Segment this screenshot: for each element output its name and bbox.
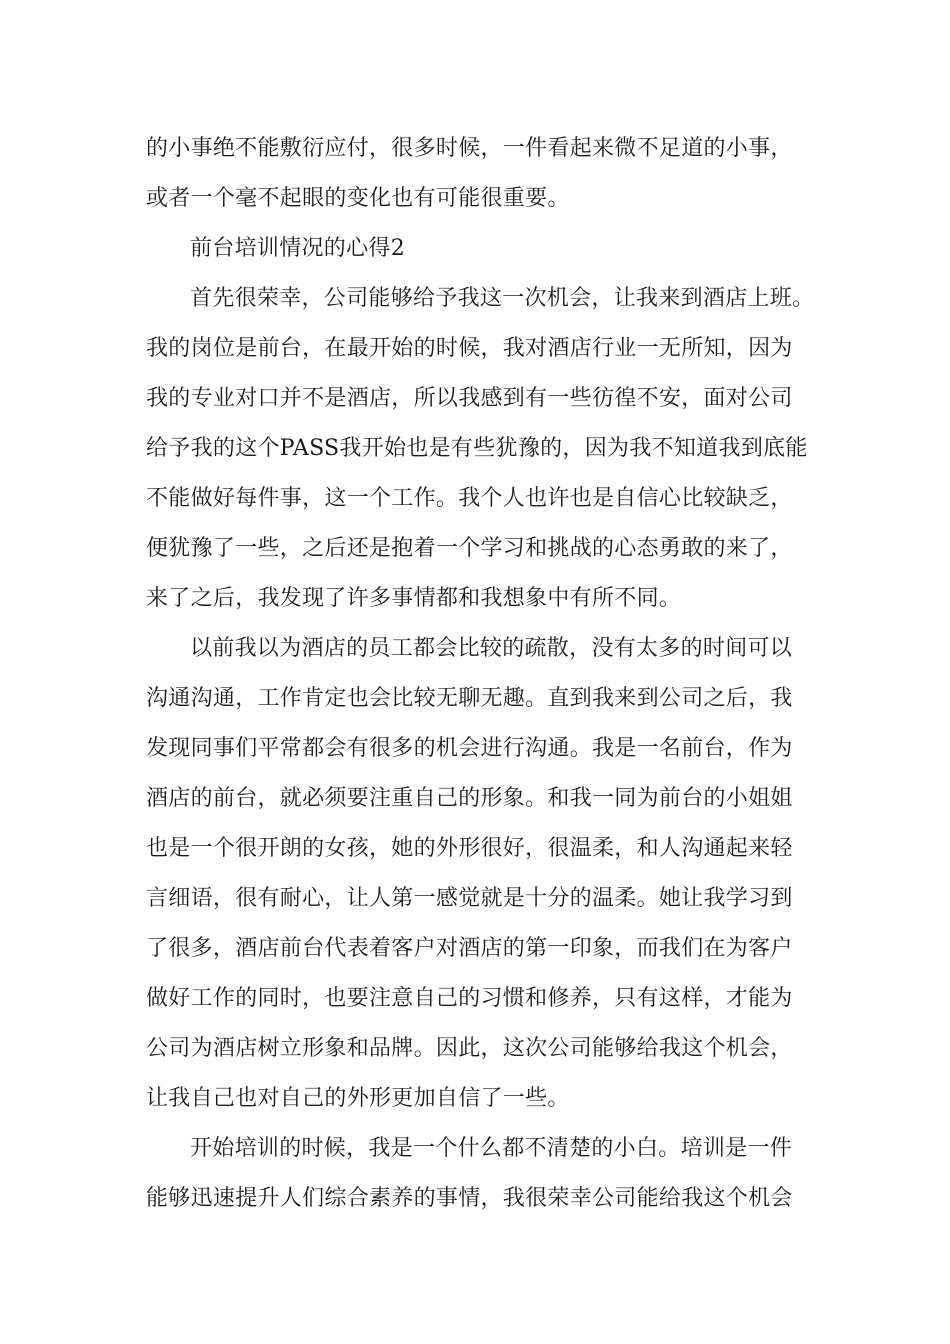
text-line: 做好工作的同时，也要注意自己的习惯和修养，只有这样，才能为 — [146, 986, 793, 1011]
text-line: 来了之后，我发现了许多事情都和我想象中有所不同。 — [146, 586, 682, 611]
text-line: 开始培训的时候，我是一个什么都不清楚的小白。培训是一件 — [190, 1136, 793, 1161]
text-line: 言细语，很有耐心，让人第一感觉就是十分的温柔。她让我学习到 — [146, 886, 793, 911]
text-line: 沟通沟通，工作肯定也会比较无聊无趣。直到我来到公司之后，我 — [146, 686, 793, 711]
text-line: 发现同事们平常都会有很多的机会进行沟通。我是一名前台，作为 — [146, 736, 793, 761]
section-heading: 前台培训情况的心得2 — [190, 236, 405, 261]
text-line: 我的专业对口并不是酒店，所以我感到有一些彷徨不安，面对公司 — [146, 386, 793, 411]
text-line: 酒店的前台，就必须要注重自己的形象。和我一同为前台的小姐姐 — [146, 786, 793, 811]
text-line: 让我自己也对自己的外形更加自信了一些。 — [146, 1086, 570, 1111]
text-line: 便犹豫了一些，之后还是抱着一个学习和挑战的心态勇敢的来了， — [146, 536, 793, 561]
text-line: 或者一个毫不起眼的变化也有可能很重要。 — [146, 186, 570, 211]
text-line: 以前我以为酒店的员工都会比较的疏散，没有太多的时间可以 — [190, 636, 793, 661]
document-body — [146, 124, 815, 1224]
text-line: 公司为酒店树立形象和品牌。因此，这次公司能够给我这个机会， — [146, 1036, 793, 1061]
text-line: 的小事绝不能敷衍应付，很多时候，一件看起来微不足道的小事， — [146, 136, 793, 161]
text-line: 我的岗位是前台，在最开始的时候，我对酒店行业一无所知，因为 — [146, 336, 793, 361]
text-line: 能够迅速提升人们综合素养的事情，我很荣幸公司能给我这个机会 — [146, 1186, 793, 1211]
text-line: 也是一个很开朗的女孩，她的外形很好，很温柔，和人沟通起来轻 — [146, 836, 793, 861]
text-line: 了很多，酒店前台代表着客户对酒店的第一印象，而我们在为客户 — [146, 936, 793, 961]
text-line: 给予我的这个PASS我开始也是有些犹豫的，因为我不知道我到底能 — [146, 436, 808, 461]
text-line: 首先很荣幸，公司能够给予我这一次机会，让我来到酒店上班。 — [190, 286, 815, 311]
text-line: 不能做好每件事，这一个工作。我个人也许也是自信心比较缺乏， — [146, 486, 793, 511]
